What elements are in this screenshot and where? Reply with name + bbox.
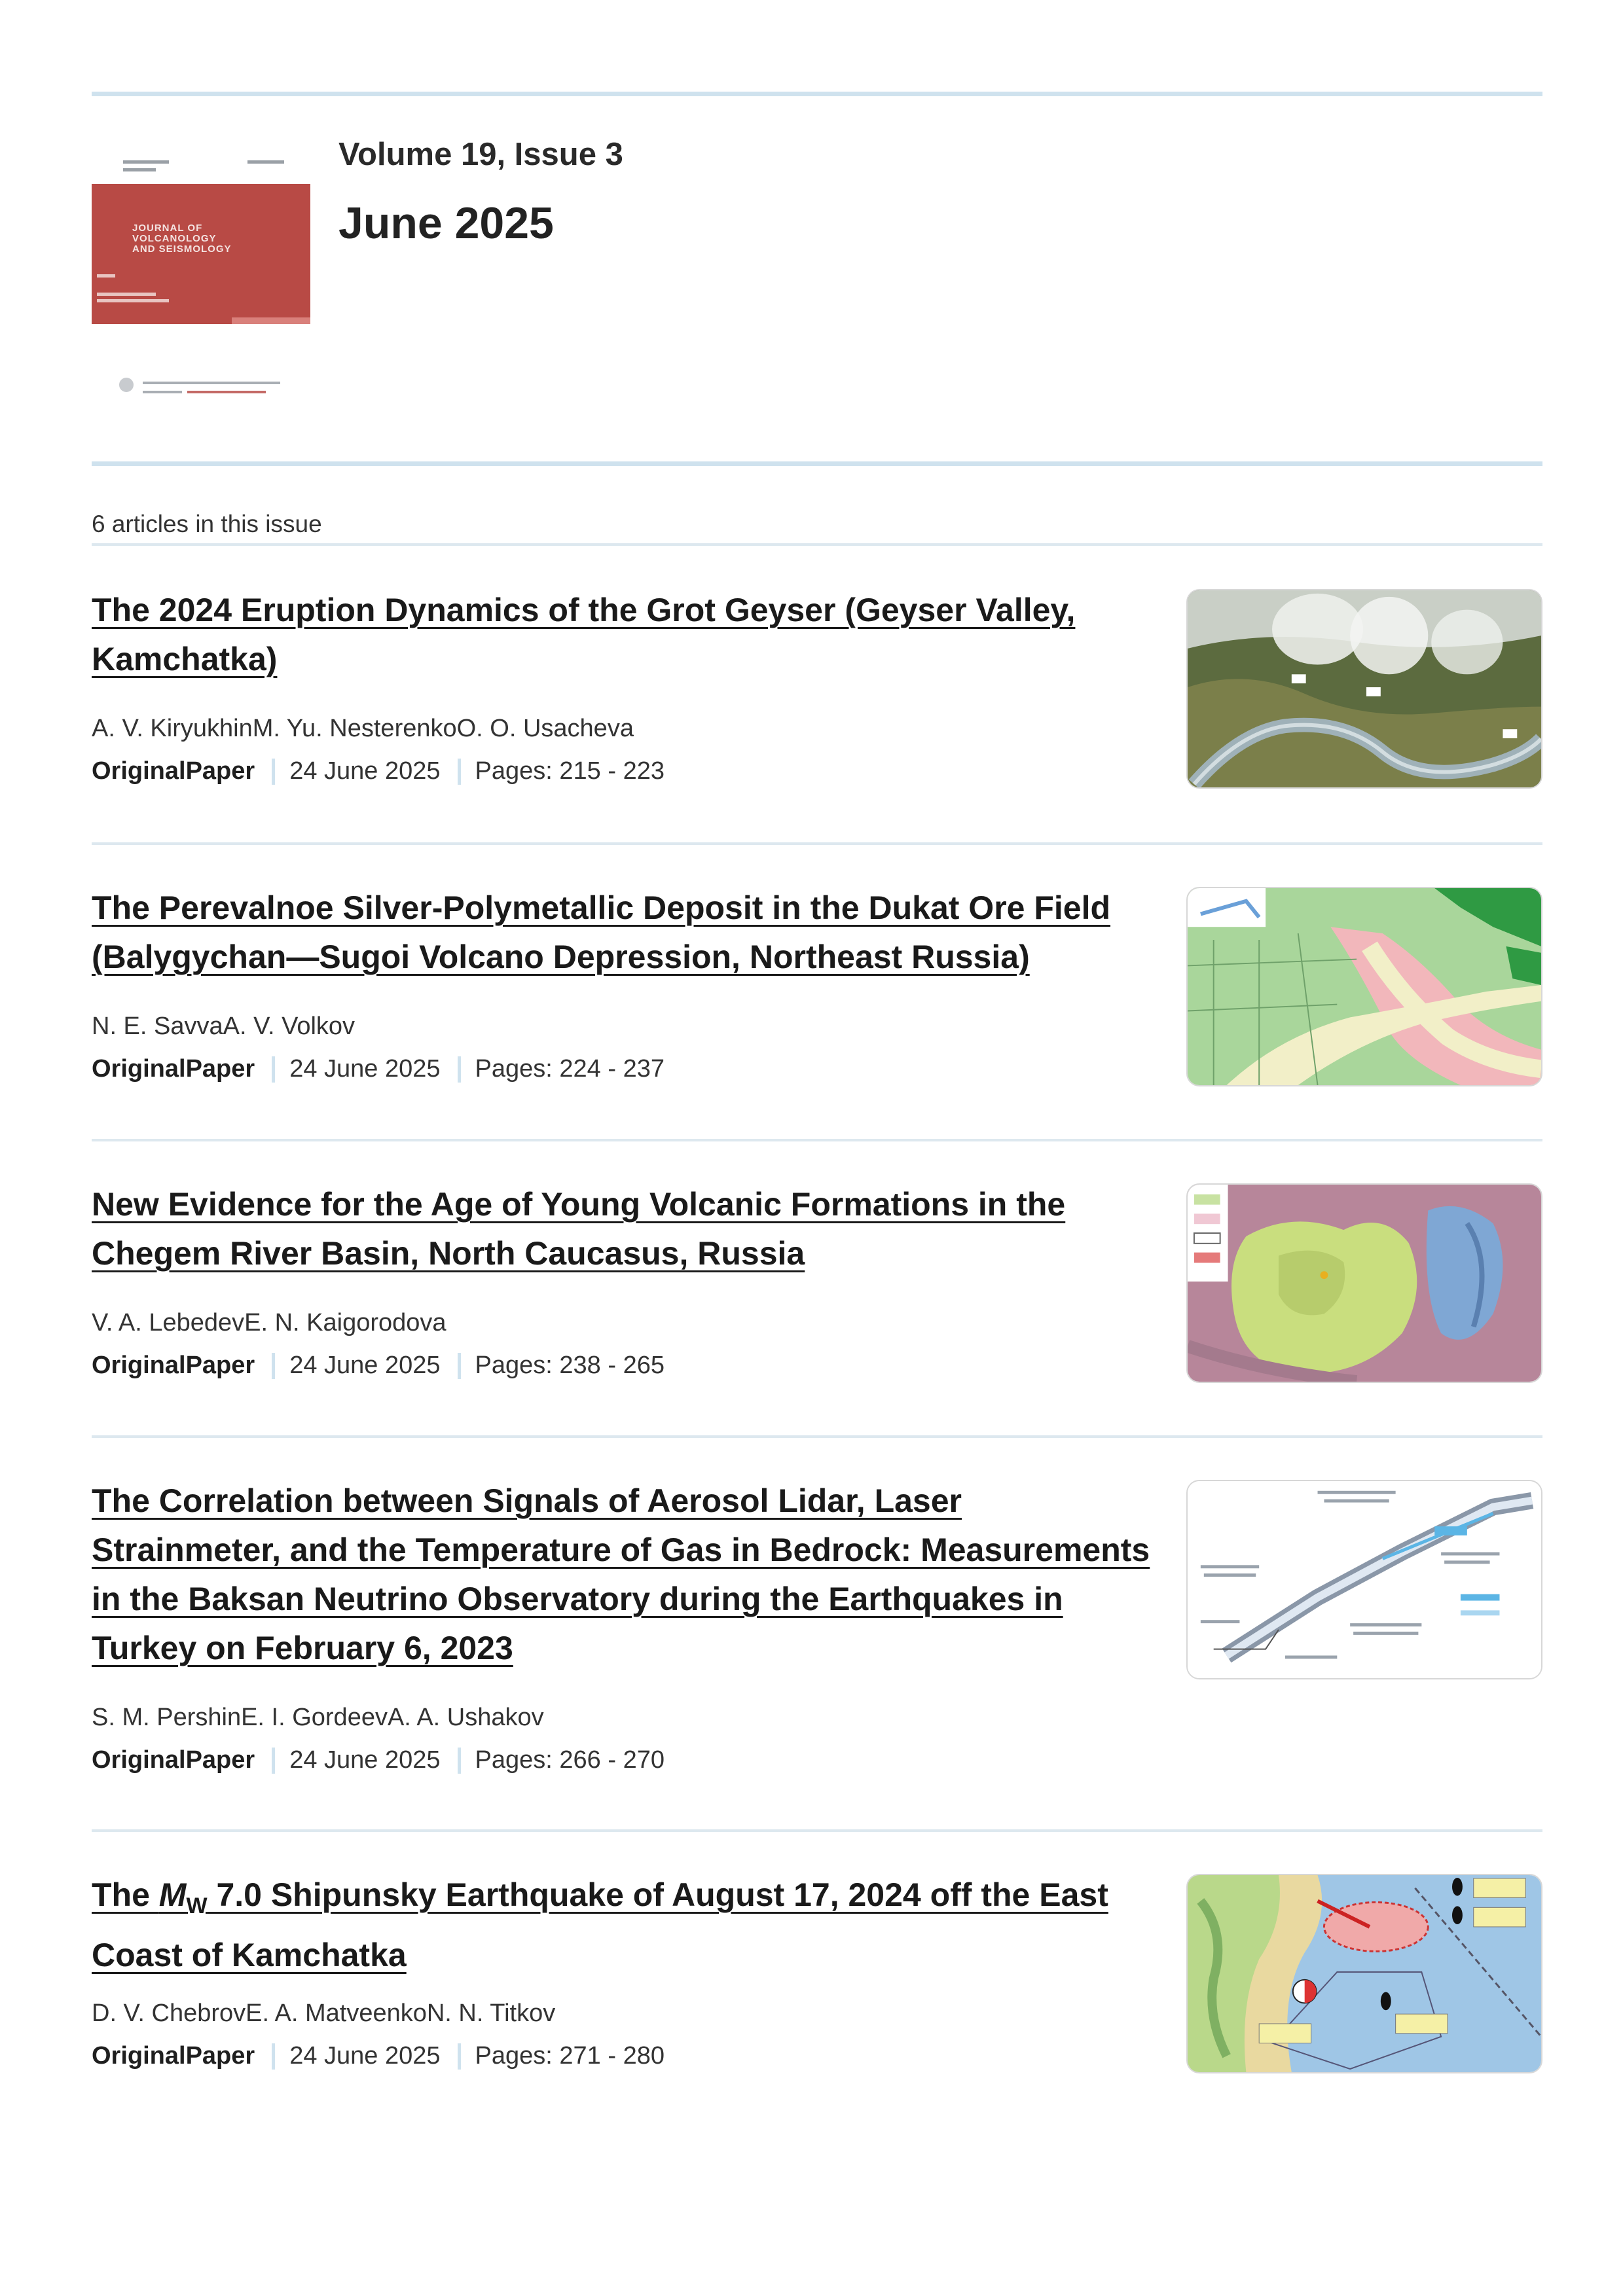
article-type: OriginalPaper (92, 1055, 255, 1083)
article-type: OriginalPaper (92, 1352, 255, 1379)
article-title (92, 884, 1152, 982)
article-pages: Pages: 238 - 265 (475, 1352, 665, 1379)
article-pages: Pages: 266 - 270 (475, 1746, 665, 1774)
article-date: 24 June 2025 (289, 1055, 441, 1083)
article-title-link[interactable]: New Evidence for the Age of Young Volcanic Formations in the Chegem River Basin, North Caucasus, Russia (92, 1186, 1066, 1272)
article-type: OriginalPaper (92, 2042, 255, 2070)
article-meta (92, 757, 665, 785)
article-pages: Pages: 215 - 223 (475, 757, 665, 785)
article-meta (92, 1746, 665, 1774)
tunnel-schematic-icon[interactable] (1186, 1480, 1542, 1679)
header-divider (92, 461, 1542, 466)
issue-date-heading: June 2025 (338, 198, 554, 248)
article-authors: V. A. LebedevE. N. Kaigorodova (92, 1309, 447, 1336)
article-meta (92, 2042, 665, 2070)
article-title (92, 1180, 1152, 1278)
meta-separator (272, 759, 275, 785)
article-title-link[interactable]: The Perevalnoe Silver-Polymetallic Deposit in the Dukat Ore Field (Balygychan—Sugoi Volcano Depression, Northeast Russia) (92, 889, 1111, 975)
article-title-link[interactable]: The 2024 Eruption Dynamics of the Grot Geyser (Geyser Valley, Kamchatka) (92, 592, 1076, 677)
meta-separator (272, 1056, 275, 1083)
article-divider (92, 1435, 1542, 1438)
article-title (92, 1477, 1152, 1673)
seismic-map-icon[interactable] (1186, 1874, 1542, 2073)
article-authors: S. M. PershinE. I. GordeevA. A. Ushakov (92, 1704, 544, 1731)
meta-separator (458, 1353, 461, 1379)
article-date: 24 June 2025 (289, 1746, 441, 1774)
article-count: 6 articles in this issue (92, 511, 322, 537)
article-title (92, 1871, 1152, 1980)
article-authors: A. V. KiryukhinM. Yu. NesterenkoO. O. Usacheva (92, 715, 634, 742)
volume-issue-heading: Volume 19, Issue 3 (338, 137, 623, 172)
count-divider (92, 543, 1542, 546)
article-authors: N. E. SavvaA. V. Volkov (92, 1013, 356, 1040)
meta-separator (272, 2043, 275, 2070)
meta-separator (272, 1353, 275, 1379)
article-type: OriginalPaper (92, 1746, 255, 1774)
meta-separator (458, 1056, 461, 1083)
article-date: 24 June 2025 (289, 2042, 441, 2070)
volcanic-map-icon[interactable] (1186, 1183, 1542, 1383)
geyser-valley-photo-icon[interactable] (1186, 589, 1542, 789)
article-divider (92, 1829, 1542, 1832)
geologic-map-icon[interactable] (1186, 887, 1542, 1086)
article-pages: Pages: 224 - 237 (475, 1055, 665, 1083)
article-authors: D. V. ChebrovE. A. MatveenkoN. N. Titkov (92, 2000, 556, 2027)
article-divider (92, 842, 1542, 845)
article-title (92, 586, 1152, 684)
meta-separator (458, 759, 461, 785)
article-meta (92, 1352, 665, 1380)
meta-separator (458, 1748, 461, 1774)
article-type: OriginalPaper (92, 757, 255, 785)
article-date: 24 June 2025 (289, 757, 441, 785)
meta-separator (272, 1748, 275, 1774)
article-date: 24 June 2025 (289, 1352, 441, 1379)
article-title-link[interactable]: The $M_W$ 7.0 Shipunsky Earthquake of August 17, 2024 off the East Coast of Kamchatka (92, 1876, 1108, 1973)
article-divider (92, 1139, 1542, 1141)
journal-cover-image[interactable] (92, 141, 310, 422)
top-divider (92, 92, 1542, 96)
meta-separator (458, 2043, 461, 2070)
article-title-link[interactable]: The Correlation between Signals of Aerosol Lidar, Laser Strainmeter, and the Temperature of Gas in Bedrock: Measurements in the Baksan Neutrino Observatory during the Earthquakes in Turkey on February 6, 2023 (92, 1482, 1150, 1666)
cover-journal-title: JOURNAL OF VOLCANOLOGY AND SEISMOLOGY (132, 223, 232, 255)
article-meta (92, 1055, 665, 1083)
article-pages: Pages: 271 - 280 (475, 2042, 665, 2070)
publisher-logo (119, 376, 289, 396)
